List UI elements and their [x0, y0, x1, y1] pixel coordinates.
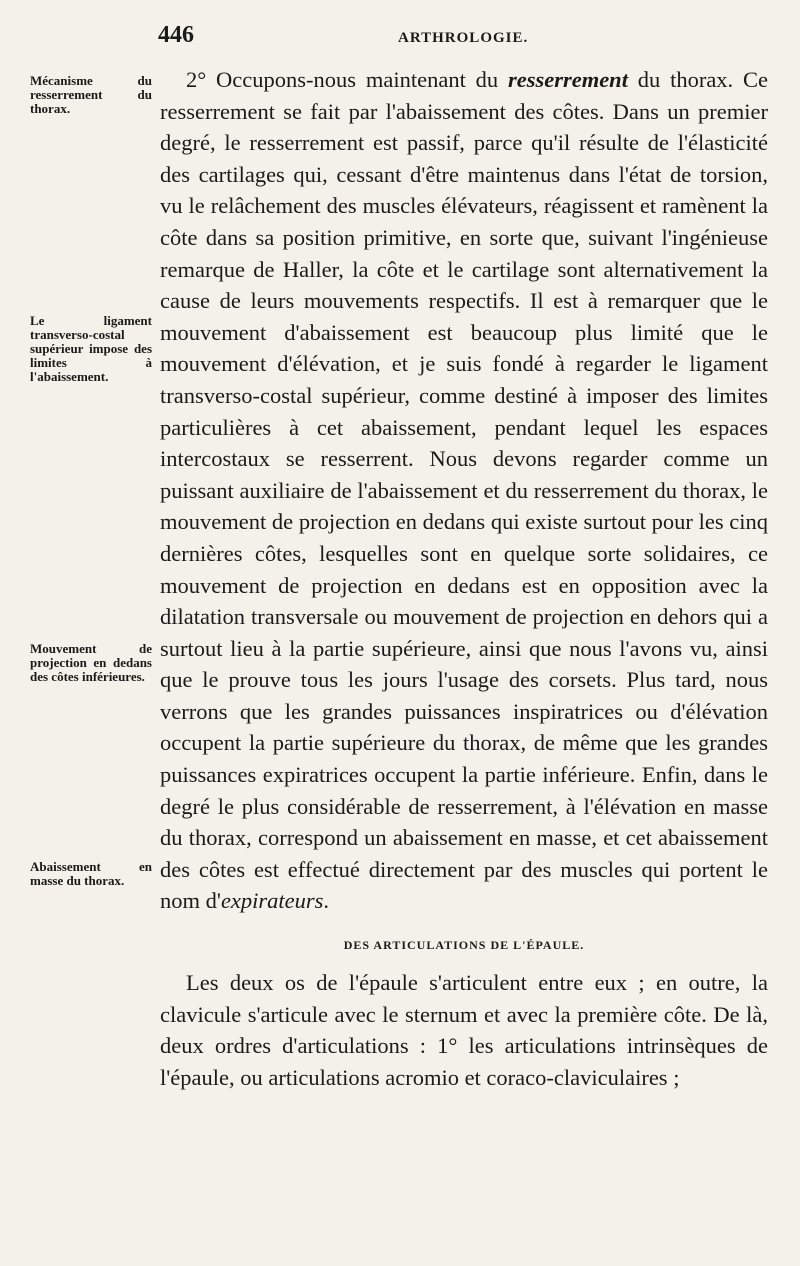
- section-heading: DES ARTICULATIONS DE L'ÉPAULE.: [343, 938, 585, 953]
- margin-note-projection: Mouvement de projection en dedans des côtes inférieures.: [30, 641, 152, 684]
- page-header: [0, 22, 800, 52]
- paragraph-end: .: [323, 888, 330, 914]
- running-title: ARTHROLOGIE.: [398, 30, 529, 46]
- margin-note-ligament: Le ligament transverso-costal supérieur impose des limites à l'abaissement.: [30, 313, 152, 384]
- emph-resserrement: resserrement: [507, 67, 628, 92]
- margin-note-mecanisme: Mécanisme du resserrement du thorax.: [30, 73, 152, 116]
- main-text: [160, 64, 768, 1093]
- paragraph-resserrement: [160, 64, 768, 917]
- margin-note-abaissement: Abaissement en masse du thorax.: [30, 859, 152, 888]
- paragraph-epaule: Les deux os de l'épaule s'articulent entre eux ; en outre, la clavicule s'articule avec le sternum et avec la première côte. De là, deux ordres d'articulations : 1° les articulations intrinsèques de l'épaule, ou articulations acromio et coraco-claviculaires ;: [160, 970, 768, 1090]
- page-number: 446: [158, 22, 194, 48]
- paragraph-body: du thorax. Ce resserrement se fait par l'abaissement des côtes. Dans un premier degré, le resserrement est passif, parce qu'il résulte de l'élasticité des cartilages qui, cessant d'être maintenus dans l'état de torsion, vu le relâchement des muscles élévateurs, réagissent et ramènent la côte dans sa position primitive, en sorte que, suivant l'ingénieuse remarque de Haller, la côte et le cartilage sont alternativement la cause de leurs mouvements respectifs. Il est à remarquer que le mouvement d'abaissement est beaucoup plus limité que le mouvement d'élévation, et je suis fondé à regarder le ligament transverso-costal supérieur, comme destiné à imposer des limites particulières à cet abaissement, pendant lequel les espaces intercostaux se resserrent. Nous devons regarder comme un puissant auxiliaire de l'abaissement et du resserrement du thorax, le mouvement de projection en dedans qui existe surtout pour les cinq dernières côtes, lesquelles sont en quelque sorte solidaires, ce mouvement de projection en dedans est en opposition avec la dilatation transversale ou mouvement de projection en dehors qui a surtout lieu à la partie supérieure, ainsi que nous l'avons vu, ainsi que le prouve tous les jours l'usage des corsets. Plus tard, nous verrons que les grandes puissances inspiratrices ou d'élévation occupent la partie supérieure du thorax, de même que les grandes puissances expiratrices occupent la partie inférieure. Enfin, dans le degré le plus considérable de resserrement, à l'élévation en masse du thorax, correspond un abaissement en masse, et cet abaissement des côtes est effectué directement par des muscles qui portent le nom d': [160, 67, 768, 914]
- emph-expirateurs: expirateurs: [220, 888, 324, 914]
- paragraph-intro: 2° Occupons-nous maintenant du: [186, 67, 508, 92]
